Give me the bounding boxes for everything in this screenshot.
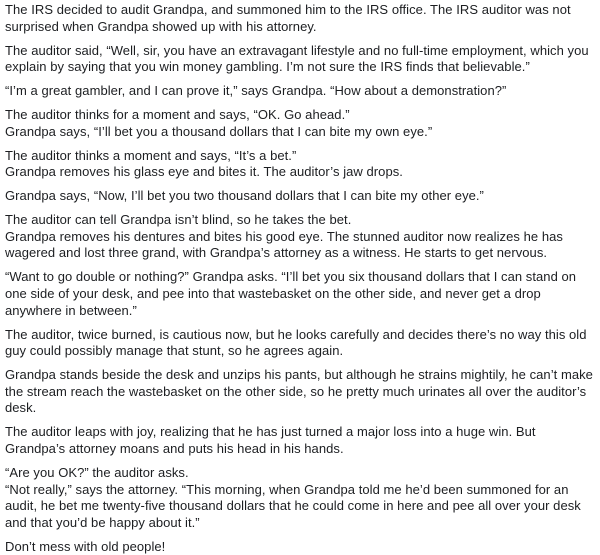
story-line: “Not really,” says the attorney. “This morning, when Grandpa told me he’d been summoned for an audit, he bet me twenty-five thousand dollars that he could come in here and pee all over your desk and that you’d be happy about it.” [5,481,581,530]
paragraph-glass-eye [5,148,594,181]
story-line: Grandpa says, “Now, I’ll bet you two thousand dollars that I can bite my other eye.” [5,188,484,204]
paragraph-first-bet [5,107,594,140]
story-line: Grandpa removes his glass eye and bites it. The auditor’s jaw drops. [5,164,403,180]
paragraph-demonstration-offer [5,83,594,100]
story-line: The auditor, twice burned, is cautious now, but he looks carefully and decides there’s no way this old guy could possibly manage that stunt, so he agrees again. [5,326,587,359]
paragraph-moral [5,539,594,555]
paragraph-auditor-joy [5,424,594,457]
story-line: “Are you OK?” the auditor asks. [5,464,189,480]
story-line: Grandpa removes his dentures and bites his good eye. The stunned auditor now realizes he has wagered and lost three grand, with Grandpa’s attorney as a witness. He starts to get nervous. [5,228,563,261]
story-line: “I’m a great gambler, and I can prove it,” says Grandpa. “How about a demonstration?” [5,83,507,99]
paragraph-summons [5,2,594,35]
paragraph-auditor-agrees [5,327,594,360]
story-line: The IRS decided to audit Grandpa, and summoned him to the IRS office. The IRS auditor was not surprised when Grandpa showed up with his attorney. [5,2,571,34]
story-line: The auditor thinks a moment and says, “It’s a bet.” [5,147,297,163]
story-line: The auditor thinks for a moment and says, “OK. Go ahead.” [5,107,350,123]
story-line: The auditor can tell Grandpa isn’t blind, so he takes the bet. [5,212,352,228]
story-line: The auditor leaps with joy, realizing that he has just turned a major loss into a huge win. But Grandpa’s attorney moans and puts his head in his hands. [5,424,536,456]
paragraph-second-bet [5,188,594,205]
paragraph-attorney-reveal [5,465,594,531]
paragraph-dentures [5,212,594,262]
story-line: Grandpa stands beside the desk and unzips his pants, but although he strains mightily, he can’t make the stream reach the wastebasket on the other side, so he pretty much urinates all over the auditor’s desk. [5,367,593,416]
story-line: Grandpa says, “I’ll bet you a thousand dollars that I can bite my own eye.” [5,123,433,139]
paragraph-double-or-nothing [5,269,594,319]
paragraph-desk [5,367,594,417]
story-line: The auditor said, “Well, sir, you have an extravagant lifestyle and no full-time employment, which you explain by saying that you win money gambling. I’m not sure the IRS finds that believable.” [5,42,589,75]
story-line: Don’t mess with old people! [5,538,166,554]
paragraph-auditor-accusation [5,43,594,76]
story-line: “Want to go double or nothing?” Grandpa asks. “I’ll bet you six thousand dollars that I can stand on one side of your desk, and pee into that wastebasket on the other side, and never get a drop anywhere in between.” [5,269,577,318]
